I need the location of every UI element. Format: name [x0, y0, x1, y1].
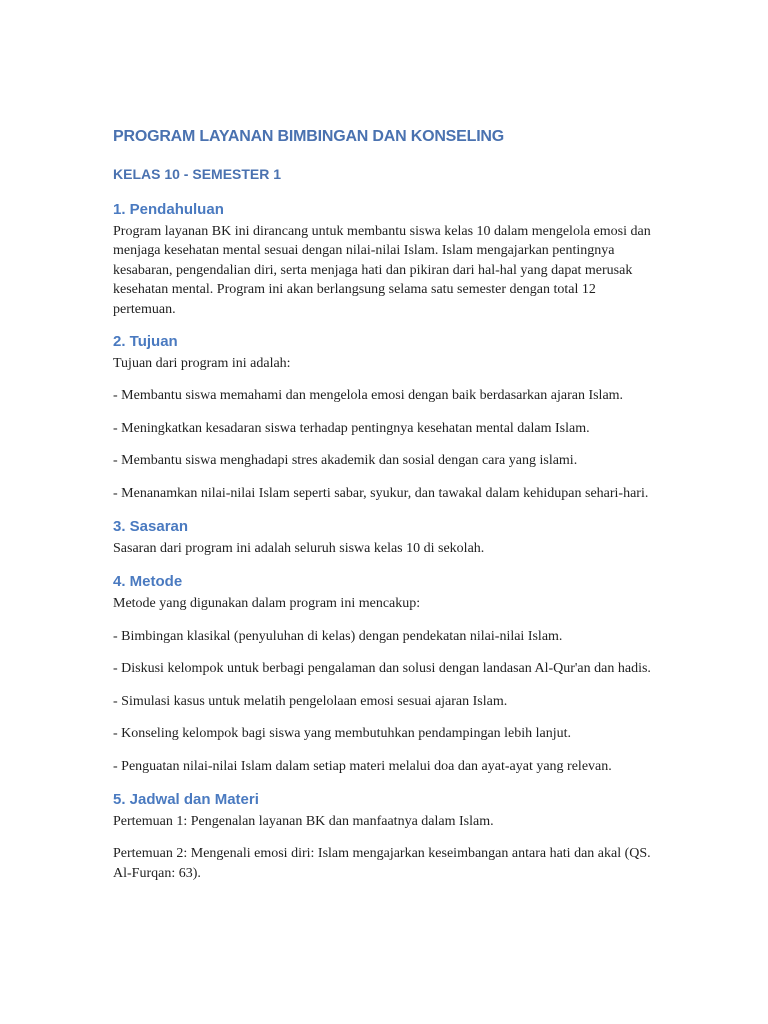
- list-item: - Bimbingan klasikal (penyuluhan di kelas) dengan pendekatan nilai-nilai Islam.: [113, 628, 563, 644]
- section-sasaran: [113, 517, 658, 558]
- paragraph: Pertemuan 1: Pengenalan layanan BK dan manfaatnya dalam Islam.: [113, 813, 494, 829]
- paragraph: Sasaran dari program ini adalah seluruh siswa kelas 10 di sekolah.: [113, 541, 485, 557]
- section-heading: 3. Sasaran: [113, 518, 189, 536]
- list-item: - Penguatan nilai-nilai Islam dalam setiap materi melalui doa dan ayat-ayat yang relevan.: [113, 758, 612, 774]
- paragraph: Tujuan dari program ini adalah:: [113, 356, 291, 372]
- document-subtitle: KELAS 10 - SEMESTER 1: [113, 166, 282, 182]
- document-page: [113, 110, 658, 883]
- section-jadwal-materi: [113, 790, 658, 883]
- section-heading: 5. Jadwal dan Materi: [113, 790, 259, 808]
- paragraph: Program layanan BK ini dirancang untuk membantu siswa kelas 10 dalam mengelola emosi dan menjaga kesehatan mental sesuai dengan nilai-nilai Islam. Islam mengajarkan pentingnya kesabaran, pengendalian diri, serta menjaga hati dan pikiran dari hal-hal yang dapat merusak kesehatan mental. Program ini akan berlangsung selama satu semester dengan total 12 pertemuan.: [113, 224, 651, 317]
- section-heading: 4. Metode: [113, 573, 183, 591]
- list-item: - Menanamkan nilai-nilai Islam seperti sabar, syukur, dan tawakal dalam kehidupan sehari-hari.: [113, 485, 649, 501]
- section-heading: 1. Pendahuluan: [113, 201, 224, 218]
- list-item: - Membantu siswa memahami dan mengelola emosi dengan baik berdasarkan ajaran Islam.: [113, 388, 624, 404]
- list-item: - Membantu siswa menghadapi stres akademik dan sosial dengan cara yang islami.: [113, 453, 578, 469]
- list-item: - Meningkatkan kesadaran siswa terhadap pentingnya kesehatan mental dalam Islam.: [113, 420, 590, 436]
- paragraph: Pertemuan 2: Mengenali emosi diri: Islam mengajarkan keseimbangan antara hati dan akal (QS. Al-Furqan: 63).: [113, 846, 651, 881]
- document-title: PROGRAM LAYANAN BIMBINGAN DAN KONSELING: [113, 128, 505, 145]
- list-item: - Diskusi kelompok untuk berbagi pengalaman dan solusi dengan landasan Al-Qur'an dan hadis.: [113, 661, 651, 677]
- section-pendahuluan: [113, 200, 658, 319]
- list-item: - Konseling kelompok bagi siswa yang membutuhkan pendampingan lebih lanjut.: [113, 726, 572, 742]
- section-tujuan: [113, 332, 658, 503]
- list-item: - Simulasi kasus untuk melatih pengelolaan emosi sesuai ajaran Islam.: [113, 693, 508, 709]
- section-metode: [113, 572, 658, 775]
- paragraph: Metode yang digunakan dalam program ini mencakup:: [113, 596, 421, 612]
- section-heading: 2. Tujuan: [113, 333, 178, 351]
